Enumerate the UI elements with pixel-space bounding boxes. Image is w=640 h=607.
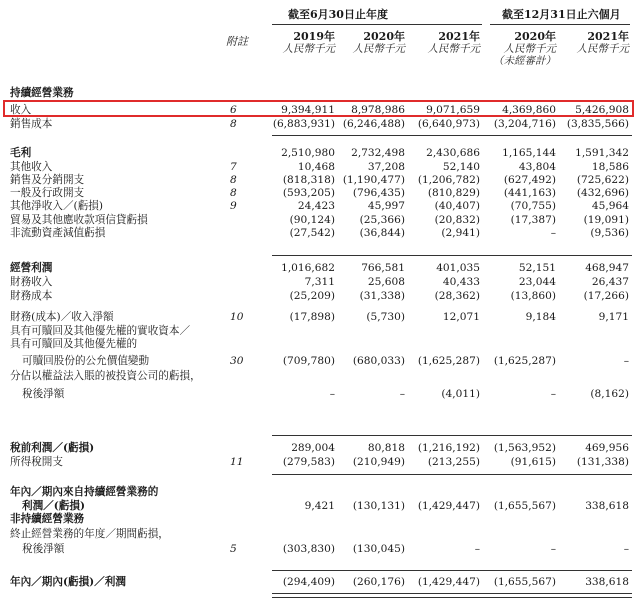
row-value: 4,369,860: [502, 104, 556, 116]
row-value: (4,011): [441, 388, 480, 400]
table-row: [0, 290, 640, 303]
column-currency: 人民幣千元: [282, 43, 335, 55]
table-row: [0, 370, 640, 383]
row-value: (31,338): [359, 290, 405, 302]
row-value: 338,618: [585, 576, 629, 588]
row-value: (9,536): [590, 227, 629, 239]
row-value: (213,255): [427, 456, 480, 468]
table-row: [0, 513, 640, 526]
row-value: 12,071: [442, 311, 480, 323]
row-value: (1,563,952): [493, 442, 556, 454]
row-value: –: [550, 543, 556, 555]
row-note: 8: [230, 187, 237, 199]
row-label: 具有可贖回及其他優先權的: [10, 338, 138, 350]
row-value: 52,140: [442, 161, 480, 173]
table-row: [0, 388, 640, 401]
row-value: (6,883,931): [272, 118, 335, 130]
row-value: 469,956: [585, 442, 629, 454]
row-value: –: [623, 355, 629, 367]
column-header-2021: [428, 31, 481, 55]
row-value: –: [399, 388, 405, 400]
row-value: (28,362): [434, 290, 480, 302]
row-value: (627,492): [503, 174, 556, 186]
row-value: 37,208: [367, 161, 405, 173]
row-value: (709,780): [282, 355, 335, 367]
row-value: (130,045): [352, 543, 405, 555]
row-label: 所得稅開支: [10, 456, 63, 468]
table-row: [0, 528, 640, 541]
column-header-2021-h2: [577, 31, 630, 55]
row-value: 2,430,686: [426, 147, 480, 159]
table-row: [0, 338, 640, 351]
row-value: (25,209): [289, 290, 335, 302]
row-value: 23,044: [518, 276, 556, 288]
row-value: 18,586: [591, 161, 629, 173]
row-label: 終止經營業務的年度／期間虧損，: [10, 528, 169, 540]
row-note: 8: [230, 118, 237, 130]
row-value: (3,204,716): [493, 118, 556, 130]
table-row: [0, 200, 640, 213]
row-label: 稅後淨額: [22, 388, 65, 400]
row-value: 9,171: [598, 311, 629, 323]
row-value: (19,091): [583, 214, 629, 226]
row-value: (593,205): [282, 187, 335, 199]
table-row: [0, 214, 640, 227]
row-value: (27,542): [289, 227, 335, 239]
row-value: 338,618: [585, 500, 629, 512]
row-value: (40,407): [434, 200, 480, 212]
row-value: (1,206,782): [417, 174, 480, 186]
row-label: 經營利潤: [10, 262, 53, 274]
table-row: [0, 500, 640, 513]
row-label: 財務收入: [10, 276, 53, 288]
row-value: (279,583): [282, 456, 335, 468]
row-value: (680,033): [352, 355, 405, 367]
row-label: 其他收入: [10, 161, 53, 173]
row-label: 非流動資產減值虧損: [10, 227, 106, 239]
row-value: 9,394,911: [281, 104, 335, 116]
row-value: (20,832): [434, 214, 480, 226]
table-row: [0, 118, 640, 131]
row-value: (294,409): [282, 576, 335, 588]
row-value: 52,151: [518, 262, 556, 274]
table-row: [0, 147, 640, 160]
row-label: 利潤／(虧損): [22, 500, 85, 512]
row-value: (1,429,447): [417, 500, 480, 512]
row-label: 具有可贖回及其他優先權的實收資本／: [10, 325, 191, 337]
header-rule-fiscal-year: [272, 24, 482, 25]
row-label: 一般及行政開支: [10, 187, 85, 199]
column-currency: 人民幣千元: [503, 43, 556, 55]
row-value: 9,421: [304, 500, 335, 512]
table-row: [0, 262, 640, 275]
row-label: 其他淨收入／(虧損): [10, 200, 104, 212]
row-value: 9,071,659: [426, 104, 480, 116]
column-header-2020-h2: [493, 31, 556, 67]
row-label: 銷售成本: [10, 118, 53, 130]
row-value: (5,730): [366, 311, 405, 323]
row-note: 6: [230, 104, 237, 116]
row-label: 貿易及其他應收款項信貸虧損: [10, 214, 148, 226]
row-note: 10: [230, 311, 244, 323]
row-value: (130,131): [352, 500, 405, 512]
section-title-label: 持續經營業務: [10, 87, 74, 99]
row-value: (210,949): [352, 456, 405, 468]
row-value: (441,163): [503, 187, 556, 199]
row-note: 8: [230, 174, 237, 186]
row-value: (1,429,447): [417, 576, 480, 588]
subtotal-line: [272, 435, 632, 436]
row-value: (1,216,192): [417, 442, 480, 454]
row-note: 30: [230, 355, 244, 367]
row-label: 財務(成本)／收入淨額: [10, 311, 114, 323]
total-double-line: [272, 593, 632, 598]
row-note: 9: [230, 200, 237, 212]
header-group-six-months: 截至12月31日止六個月: [502, 8, 621, 21]
row-value: (131,338): [576, 456, 629, 468]
row-value: (17,387): [510, 214, 556, 226]
table-row: [0, 227, 640, 240]
column-currency: 人民幣千元: [427, 43, 480, 55]
column-header-2019: [283, 31, 336, 55]
row-label: 分佔以權益法入賬的被投資公司的虧損，: [10, 370, 201, 382]
table-row: [0, 442, 640, 455]
row-value: (13,860): [510, 290, 556, 302]
row-value: –: [623, 543, 629, 555]
row-value: 43,804: [518, 161, 556, 173]
note-column-header: 附註: [226, 35, 248, 48]
table-row: [0, 486, 640, 499]
table-row: [0, 104, 640, 117]
row-value: (796,435): [352, 187, 405, 199]
row-value: (818,318): [282, 174, 335, 186]
row-label: 非持續經營業務: [10, 513, 85, 525]
row-value: (3,835,566): [566, 118, 629, 130]
row-label: 毛利: [10, 147, 32, 159]
row-value: 25,608: [367, 276, 405, 288]
row-value: 1,016,682: [281, 262, 335, 274]
row-value: (70,755): [510, 200, 556, 212]
column-currency: 人民幣千元: [352, 43, 405, 55]
row-value: 45,964: [591, 200, 629, 212]
column-unaudited-note: （未經審計）: [493, 55, 556, 67]
column-year: 2021年: [438, 30, 480, 43]
row-value: –: [550, 227, 556, 239]
table-row: [0, 576, 640, 589]
row-label: 稅前利潤／(虧損): [10, 442, 95, 454]
table-row: [0, 456, 640, 469]
row-value: 289,004: [291, 442, 335, 454]
row-value: 2,510,980: [281, 147, 335, 159]
row-value: 766,581: [361, 262, 405, 274]
column-year: 2020年: [514, 30, 556, 43]
row-value: 468,947: [585, 262, 629, 274]
row-value: 7,311: [304, 276, 335, 288]
row-value: (2,941): [441, 227, 480, 239]
row-value: (1,625,287): [417, 355, 480, 367]
row-value: (6,246,488): [342, 118, 405, 130]
row-value: (1,190,477): [342, 174, 405, 186]
row-value: 45,997: [367, 200, 405, 212]
row-value: (1,655,567): [493, 500, 556, 512]
row-value: 40,433: [442, 276, 480, 288]
row-label: 財務成本: [10, 290, 53, 302]
row-label: 年內／期內來自持續經營業務的: [10, 486, 159, 498]
row-value: –: [550, 388, 556, 400]
row-value: (810,829): [427, 187, 480, 199]
column-year: 2021年: [587, 30, 629, 43]
row-value: (25,366): [359, 214, 405, 226]
table-row: [0, 325, 640, 338]
row-value: (8,162): [590, 388, 629, 400]
row-value: (432,696): [576, 187, 629, 199]
column-currency: 人民幣千元: [576, 43, 629, 55]
header-rule-six-months: [490, 24, 630, 25]
row-value: –: [329, 388, 335, 400]
column-header-2020: [353, 31, 406, 55]
row-label: 銷售及分銷開支: [10, 174, 85, 186]
row-value: 1,591,342: [575, 147, 629, 159]
row-value: (303,830): [282, 543, 335, 555]
row-value: (17,898): [289, 311, 335, 323]
row-value: 24,423: [297, 200, 335, 212]
row-note: 11: [230, 456, 244, 468]
row-value: 2,732,498: [351, 147, 405, 159]
row-value: (6,640,973): [417, 118, 480, 130]
table-row: [0, 161, 640, 174]
row-value: (1,625,287): [493, 355, 556, 367]
column-year: 2019年: [293, 30, 335, 43]
row-value: 401,035: [436, 262, 480, 274]
row-value: (1,655,567): [493, 576, 556, 588]
row-value: 10,468: [297, 161, 335, 173]
table-row: [0, 355, 640, 368]
table-row: [0, 543, 640, 556]
column-year: 2020年: [363, 30, 405, 43]
subtotal-line: [272, 255, 632, 256]
row-value: –: [474, 543, 480, 555]
row-value: (17,266): [583, 290, 629, 302]
row-value: 9,184: [525, 311, 556, 323]
row-label: 年內／期內(虧損)／利潤: [10, 576, 126, 588]
row-value: (260,176): [352, 576, 405, 588]
row-value: 8,978,986: [351, 104, 405, 116]
subtotal-line: [272, 135, 632, 136]
table-row: [0, 187, 640, 200]
section-title: [0, 87, 640, 100]
row-value: (725,622): [576, 174, 629, 186]
row-value: 80,818: [367, 442, 405, 454]
row-label: 稅後淨額: [22, 543, 65, 555]
row-label: 可贖回股份的公允價值變動: [22, 355, 150, 367]
table-row: [0, 311, 640, 324]
row-value: 1,165,144: [502, 147, 556, 159]
subtotal-line: [272, 570, 632, 571]
row-value: (36,844): [359, 227, 405, 239]
row-note: 5: [230, 543, 237, 555]
row-value: 5,426,908: [575, 104, 629, 116]
row-value: (91,615): [510, 456, 556, 468]
row-value: 26,437: [591, 276, 629, 288]
table-row: [0, 276, 640, 289]
subtotal-line: [272, 474, 632, 475]
row-label: 收入: [10, 104, 32, 116]
row-value: (90,124): [289, 214, 335, 226]
table-row: [0, 174, 640, 187]
header-group-fiscal-year: 截至6月30日止年度: [288, 8, 388, 21]
row-note: 7: [230, 161, 237, 173]
